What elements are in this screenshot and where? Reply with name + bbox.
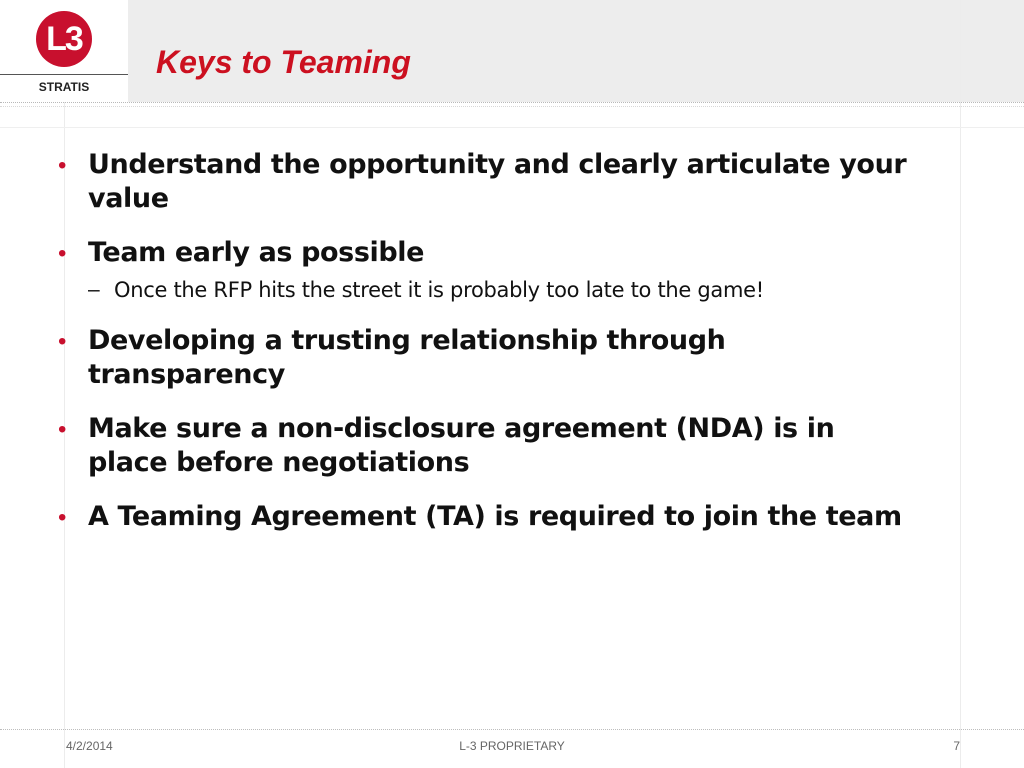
bullet-text: Understand the opportunity and clearly articulate your value [88,149,907,214]
guide-line [960,0,961,768]
footer-date: 4/2/2014 [66,739,113,753]
slide-title: Keys to Teaming [156,44,411,80]
bullet-icon: • [58,504,67,531]
footer-proprietary: L-3 PROPRIETARY [459,739,565,753]
bullet-icon: • [58,328,67,355]
bullet-icon: • [58,240,67,267]
bullet-icon: • [58,416,67,443]
logo-subtitle: STRATIS [38,80,90,94]
dash-icon: – [88,278,100,301]
bullet-text: Make sure a non-disclosure agreement (NDA) is in place before negotiations [88,413,835,478]
bullet-item [56,148,916,216]
bullet-icon: • [58,152,67,179]
bullet-item [56,412,916,480]
header-divider-secondary [0,106,1024,107]
header-divider [0,102,1024,103]
logo-rule [0,74,128,75]
footer-divider [0,729,1024,730]
bullet-text: Developing a trusting relationship through transparency [88,325,726,390]
bullet-item [56,500,916,534]
logo [0,0,128,102]
sub-bullet-text: Once the RFP hits the street it is probably too late to the game! [114,278,764,302]
guide-line [0,127,1024,128]
bullet-item [56,324,916,392]
page-number: 7 [953,739,960,753]
bullet-text: A Teaming Agreement (TA) is required to join the team [88,501,902,532]
header-band [0,0,1024,102]
bullet-list [56,148,916,554]
sub-bullet-item [88,276,916,304]
logo-mark: L3 [46,20,82,58]
bullet-text: Team early as possible [88,237,425,268]
bullet-item [56,236,916,304]
